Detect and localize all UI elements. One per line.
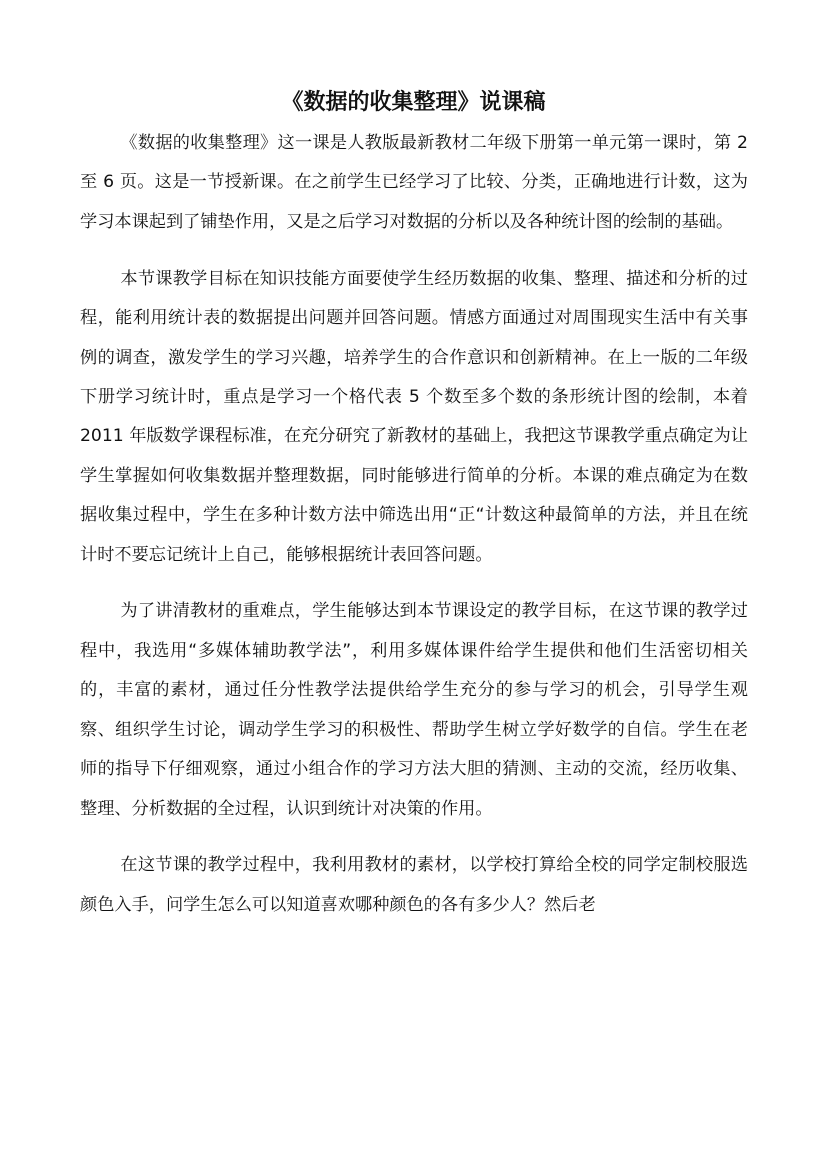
- document-body: [80, 124, 748, 943]
- paragraph-intro: 《数据的收集整理》这一课是人教版最新教材二年级下册第一单元第一课时，第 2 至 6 页。这是一节授新课。在之前学生已经学习了比较、分类，正确地进行计数，这为学习本课起到了铺垫作用，又是之后学习对数据的分析以及各种统计图的绘制的基础。: [80, 133, 748, 232]
- paragraph-objectives: 本节课教学目标在知识技能方面要使学生经历数据的收集、整理、描述和分析的过程，能利用统计表的数据提出问题并回答问题。情感方面通过对周围现实生活中有关事例的调查，激发学生的学习兴趣，培养学生的合作意识和创新精神。在上一版的二年级下册学习统计时，重点是学习一个格代表 5 个数至多个数的条形统计图的绘制，本着 2011 年版数学课程标准，在充分研究了新教材的基础上，我把这节课教学重点确定为让学生掌握如何收集数据并整理数据，同时能够进行简单的分析。本课的难点确定为在数据收集过程中，学生在多种计数方法中筛选出用“正“计数这种最简单的方法，并且在统计时不要忘记统计上自己，能够根据统计表回答问题。: [80, 268, 748, 565]
- paragraph-process: 在这节课的教学过程中，我利用教材的素材，以学校打算给全校的同学定制校服选颜色入手，问学生怎么可以知道喜欢哪种颜色的各有多少人？然后老: [80, 855, 748, 915]
- paragraph-methods: 为了讲清教材的重难点，学生能够达到本节课设定的教学目标，在这节课的教学过程中，我选用“多媒体辅助教学法”，利用多媒体课件给学生提供和他们生活密切相关的，丰富的素材，通过任分性教学法提供给学生充分的参与学习的机会，引导学生观察、组织学生讨论，调动学生学习的积极性、帮助学生树立学好数学的自信。学生在老师的指导下仔细观察，通过小组合作的学习方法大胆的猜测、主动的交流，经历收集、整理、分析数据的全过程，认识到统计对决策的作用。: [80, 601, 748, 819]
- page-title: 《数据的收集整理》说课稿: [281, 89, 546, 115]
